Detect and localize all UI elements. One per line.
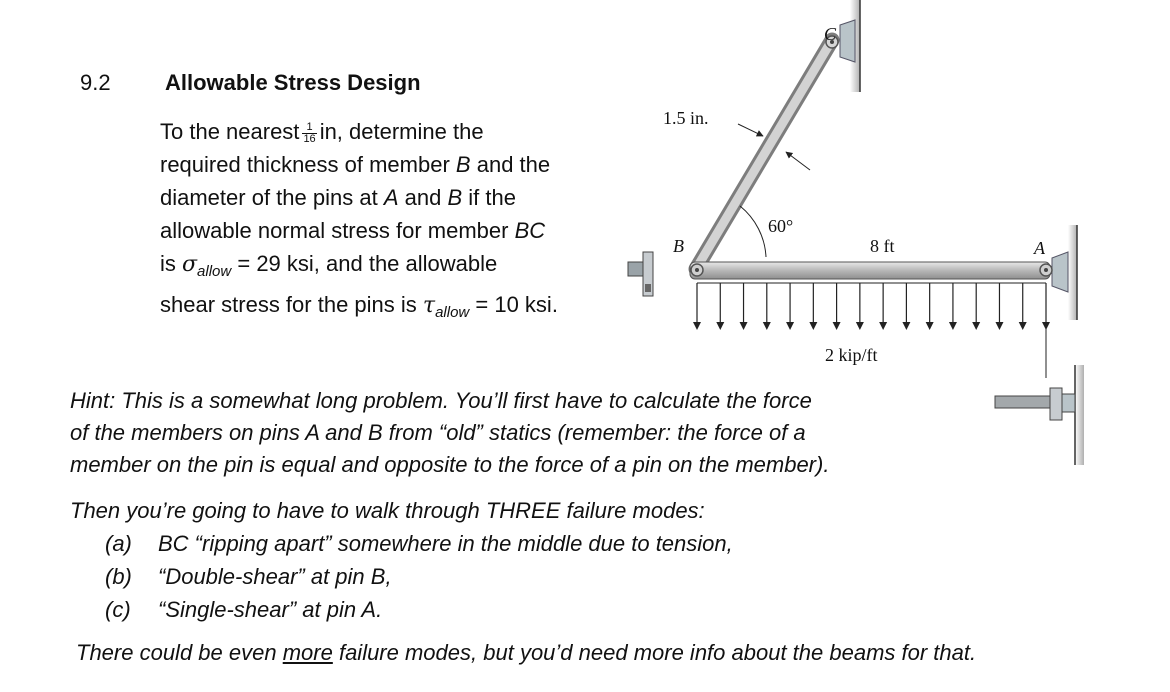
statement-text: allowable normal stress for member xyxy=(160,218,509,243)
tau-subscript: allow xyxy=(435,304,470,321)
statement-text: To the nearest xyxy=(160,119,300,144)
pin-a-center xyxy=(1044,268,1048,272)
sigma-subscript: allow xyxy=(197,263,232,280)
statement-text: is xyxy=(160,251,176,276)
label-a: A xyxy=(1034,238,1045,258)
bracket-c xyxy=(840,20,855,62)
sigma-symbol: σ xyxy=(182,252,198,277)
mode-item xyxy=(70,560,733,593)
load-arrow-head xyxy=(926,322,934,330)
closing-emphasis: more xyxy=(282,640,333,665)
load-arrow-head xyxy=(716,322,724,330)
angle-label: 60° xyxy=(768,216,794,236)
load-arrow-head xyxy=(809,322,817,330)
closing-note xyxy=(76,640,976,666)
detail-a-wall xyxy=(1075,365,1084,465)
member-bc-face xyxy=(696,40,832,269)
load-arrow-head xyxy=(972,322,980,330)
detail-b-pin xyxy=(645,284,651,292)
load-arrow-head xyxy=(902,322,910,330)
load-arrow-head xyxy=(763,322,771,330)
hint-line-1: Hint: This is a somewhat long problem. You’ll first have to calculate the force xyxy=(70,388,812,413)
failure-modes xyxy=(70,494,733,626)
load-arrow-head xyxy=(856,322,864,330)
statement-text: if the xyxy=(468,185,516,210)
thickness-label: 1.5 in. xyxy=(663,108,709,128)
detail-a-bracket xyxy=(1062,394,1075,412)
closing-text: There could be even xyxy=(76,640,277,665)
fraction-denominator: 16 xyxy=(303,132,316,145)
statement-text: shear stress for the pins is xyxy=(160,292,417,317)
statement-text: in, determine the xyxy=(319,119,484,144)
thickness-arrow-1 xyxy=(738,124,763,136)
fraction-numerator: 1 xyxy=(302,122,316,134)
mode-label: (c) xyxy=(105,597,131,622)
hint-paragraph xyxy=(70,385,970,481)
mode-item xyxy=(70,527,733,560)
label-b: B xyxy=(673,236,684,256)
angle-arc xyxy=(740,206,766,257)
mode-label: (a) xyxy=(105,531,132,556)
closing-text: failure modes, but you’d need more info about the beams for that. xyxy=(338,640,977,665)
statement-text: = 29 ksi, and the allowable xyxy=(237,251,498,276)
statement-text: and the xyxy=(476,152,551,177)
distributed-load xyxy=(693,283,1050,330)
statement-text: diameter of the pins at xyxy=(160,185,378,210)
load-arrow-head xyxy=(693,322,701,330)
member-bc-label: BC xyxy=(514,218,546,243)
mode-text: “Double-shear” at pin B, xyxy=(158,564,392,589)
mode-text: BC “ripping apart” somewhere in the middle due to tension, xyxy=(158,531,733,556)
beam-ba xyxy=(690,262,1050,279)
statement-text: required thickness of member xyxy=(160,152,450,177)
load-label: 2 kip/ft xyxy=(825,345,878,365)
bracket-a xyxy=(1052,252,1068,292)
load-arrow-head xyxy=(949,322,957,330)
wall-a xyxy=(1068,225,1077,320)
load-arrow-head xyxy=(786,322,794,330)
hint-line-2: of the members on pins A and B from “old” statics (remember: the force of a xyxy=(70,420,806,445)
member-b-label: B xyxy=(455,152,471,177)
tau-symbol: τ xyxy=(422,293,436,318)
mode-label: (b) xyxy=(105,564,132,589)
load-arrow-head xyxy=(740,322,748,330)
mode-text: “Single-shear” at pin A. xyxy=(158,597,383,622)
statement-text: = 10 ksi. xyxy=(475,292,558,317)
hint-line-3: member on the pin is equal and opposite to the force of a pin on the member). xyxy=(70,452,830,477)
statement-text: and xyxy=(404,185,442,210)
load-arrow-head xyxy=(995,322,1003,330)
pin-a-label: A xyxy=(383,185,399,210)
mode-item xyxy=(70,593,733,626)
thickness-arrow-2 xyxy=(786,152,810,170)
detail-a-beam xyxy=(995,396,1050,408)
load-arrow-head xyxy=(879,322,887,330)
span-label: 8 ft xyxy=(870,236,895,256)
modes-intro: Then you’re going to have to walk through THREE failure modes: xyxy=(70,498,705,523)
pin-b-label: B xyxy=(447,185,463,210)
problem-title: Allowable Stress Design xyxy=(165,70,421,95)
problem-number: 9.2 xyxy=(80,70,111,95)
pin-b-center xyxy=(695,268,699,272)
label-c: C xyxy=(824,24,837,44)
detail-a-clevis xyxy=(1050,388,1062,420)
load-arrow-head xyxy=(1019,322,1027,330)
load-arrow-head xyxy=(833,322,841,330)
